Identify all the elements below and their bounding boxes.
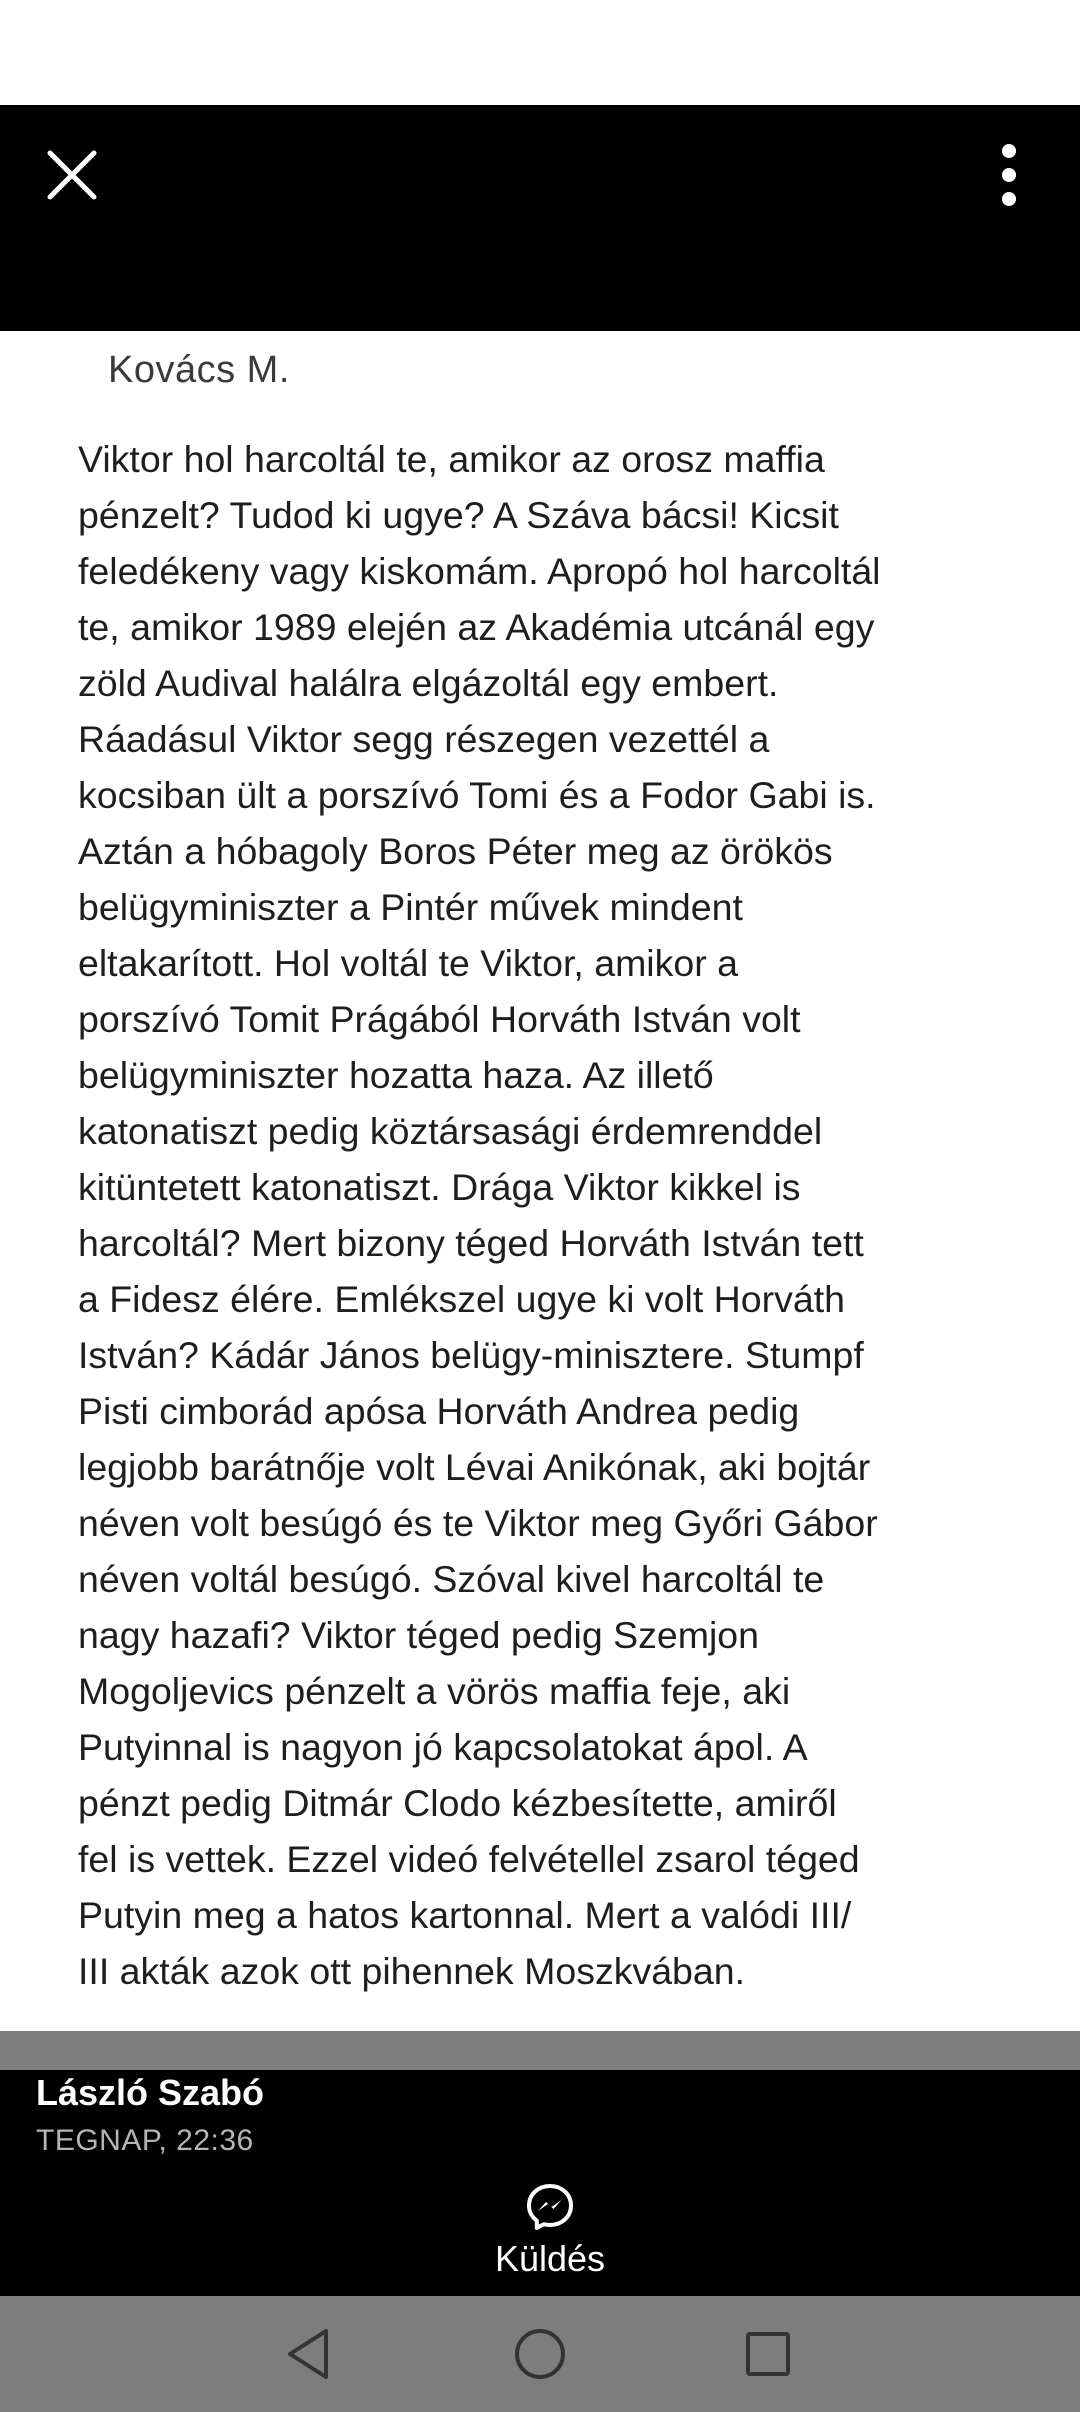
photo-text: Viktor hol harcoltál te, amikor az orosz maffia pénzelt? Tudod ki ugye? A Száva bácsi! Kicsit feledékeny vagy kiskomám. Apropó hol harcoltál te, amikor 1989 elején az Akadémia utcánál egy zöld Audival halálra elgázoltál egy embert. Ráadásul Viktor segg részegen vezettél a kocsiban ült a porszívó Tomi és a Fodor Gabi is. Aztán a hóbagoly Boros Péter meg az örökös belügyminiszter a Pintér művek mindent eltakarított. Hol voltál te Viktor, amikor a porszívó Tomit Prágából Horváth István volt belügyminiszter hozatta haza. Az illető katonatiszt pedig köztársasági érdemrenddel kitüntetett katonatiszt. Drága Viktor kikkel is harcoltál? Mert bizony téged Horváth István tett a Fidesz élére. Emlékszel ugye ki volt Horváth István? Kádár János belügy-minisztere. Stumpf Pisti cimborád apósa Horváth Andrea pedig legjobb barátnője volt Lévai Anikónak, aki bojtár néven volt besúgó és te Viktor meg Győri Gábor néven voltál besúgó. Szóval kivel harcoltál te nagy hazafi? Viktor téged pedig Szemjon Mogoljevics pénzelt a vörös maffia feje, aki Putyinnal is nagyon jó kapcsolatokat ápol. A pénzt pedig Ditmár Clodo kézbesítette, amiről fel is vettek. Ezzel videó felvétellel zsarol téged Putyin meg a hatos kartonnal. Mert a valódi III/ III akták azok ott pihennek Moszkvában. [78, 438, 881, 1992]
home-circle-icon [512, 2326, 568, 2382]
shared-photo[interactable] [0, 331, 1080, 2031]
close-icon [44, 147, 100, 203]
more-vertical-icon [999, 143, 1019, 207]
send-button[interactable] [460, 2182, 640, 2286]
post-info-panel [0, 2070, 1080, 2296]
send-label: Küldés [494, 2238, 606, 2279]
nav-back-button[interactable] [274, 2320, 342, 2388]
more-options-button[interactable] [965, 131, 1053, 219]
viewer-top-bar [0, 105, 1080, 331]
recents-square-icon [743, 2329, 793, 2379]
status-bar [0, 0, 1080, 105]
back-triangle-icon [284, 2327, 332, 2381]
photo-bottom-strip [0, 2031, 1080, 2070]
nav-home-button[interactable] [506, 2320, 574, 2388]
post-author-name[interactable]: László Szabó [36, 2072, 265, 2113]
nav-recents-button[interactable] [734, 2320, 802, 2388]
photo-author: Kovács M. [108, 349, 290, 391]
post-timestamp: TEGNAP, 22:36 [36, 2124, 254, 2157]
messenger-icon [525, 2182, 575, 2232]
close-button[interactable] [28, 131, 116, 219]
system-navigation-bar [0, 2296, 1080, 2412]
